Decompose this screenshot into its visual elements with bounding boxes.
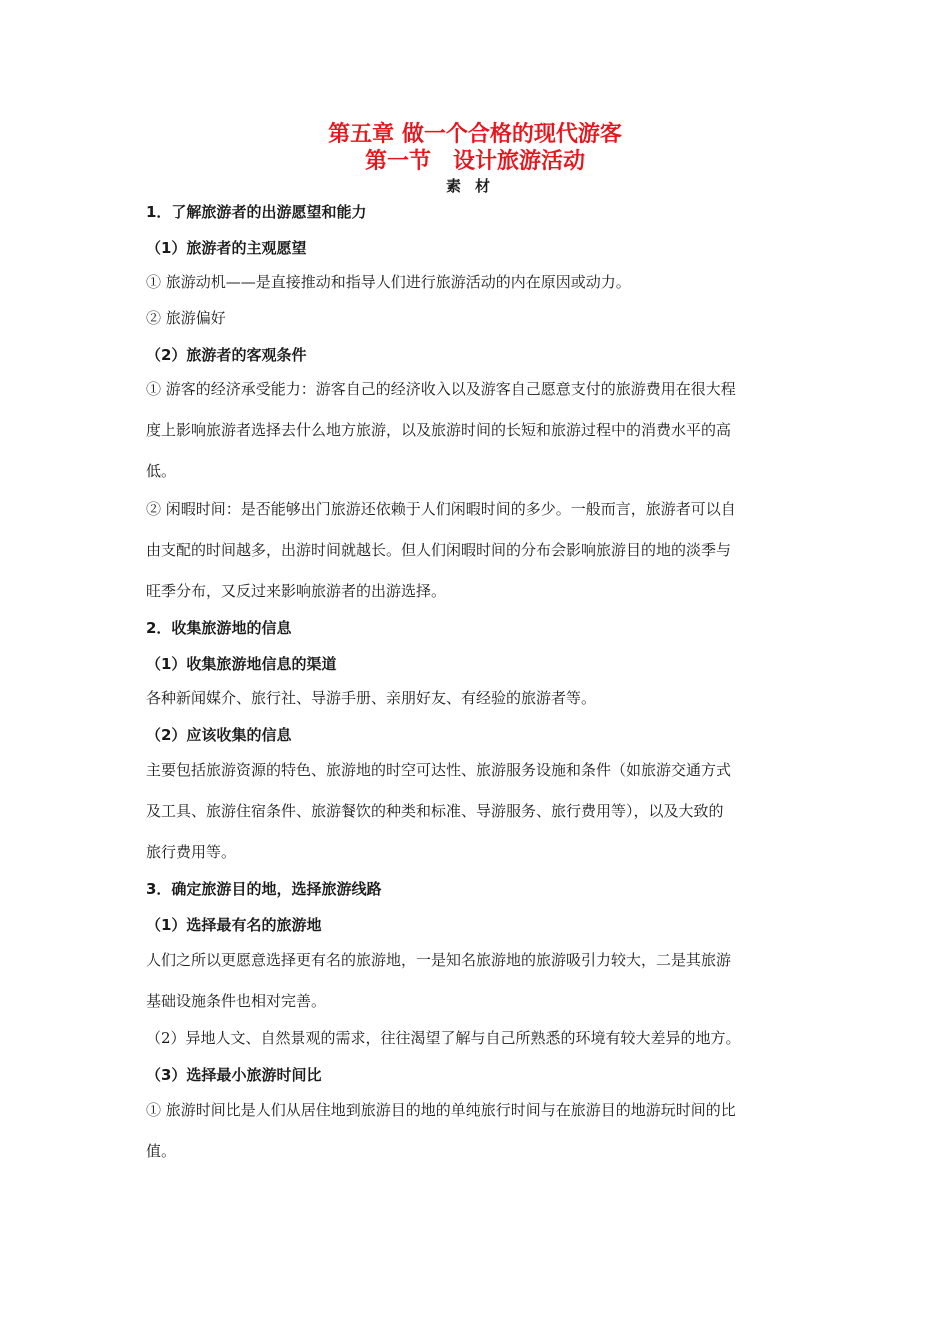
heading-3: 3．确定旅游目的地，选择旅游线路 (146, 880, 382, 898)
subheading-2-1: （1）收集旅游地信息的渠道 (146, 655, 337, 673)
subheading-2-2: （2）应该收集的信息 (146, 726, 292, 744)
paragraph-line: 主要包括旅游资源的特色、旅游地的时空可达性、旅游服务设施和条件（如旅游交通方式 (146, 761, 732, 779)
section-title: 第一节 设计旅游活动 (364, 149, 585, 174)
subheading-3-3: （3）选择最小旅游时间比 (146, 1066, 322, 1084)
paragraph-line: 低。 (146, 462, 177, 480)
paragraph-line: 及工具、旅游住宿条件、旅游餐饮的种类和标准、导游服务、旅行费用等），以及大致的 (146, 802, 724, 820)
chapter-title: 第五章 做一个合格的现代游客 (328, 122, 622, 147)
subheading-1-2: （2）旅游者的客观条件 (146, 346, 307, 364)
paragraph: （2）异地人文、自然景观的需求，往往渴望了解与自己所熟悉的环境有较大差异的地方。 (146, 1029, 741, 1047)
paragraph-line: 旅行费用等。 (146, 843, 237, 861)
paragraph-line: 旺季分布，又反过来影响旅游者的出游选择。 (146, 582, 447, 600)
subheading-3-1: （1）选择最有名的旅游地 (146, 916, 322, 934)
paragraph: ② 旅游偏好 (146, 309, 226, 327)
subheading-1-1: （1）旅游者的主观愿望 (146, 239, 307, 257)
paragraph-line: ① 旅游时间比是人们从居住地到旅游目的地的单纯旅行时间与在旅游目的地游玩时间的比 (146, 1101, 736, 1119)
paragraph-line: ① 游客的经济承受能力：游客自己的经济收入以及游客自己愿意支付的旅游费用在很大程 (146, 380, 736, 398)
paragraph-line: 度上影响旅游者选择去什么地方旅游，以及旅游时间的长短和旅游过程中的消费水平的高 (146, 421, 732, 439)
paragraph-line: 人们之所以更愿意选择更有名的旅游地，一是知名旅游地的旅游吸引力较大，二是其旅游 (146, 951, 732, 969)
paragraph-line: 由支配的时间越多，出游时间就越长。但人们闲暇时间的分布会影响旅游目的地的淡季与 (146, 541, 732, 559)
paragraph-line: 基础设施条件也相对完善。 (146, 992, 327, 1010)
paragraph-line: 值。 (146, 1142, 177, 1160)
material-label: 素材 (445, 177, 504, 195)
paragraph: 各种新闻媒介、旅行社、导游手册、亲朋好友、有经验的旅游者等。 (146, 689, 597, 707)
paragraph-line: ② 闲暇时间：是否能够出门旅游还依赖于人们闲暇时间的多少。一般而言，旅游者可以自 (146, 500, 736, 518)
heading-2: 2．收集旅游地的信息 (146, 619, 292, 637)
heading-1: 1．了解旅游者的出游愿望和能力 (146, 203, 367, 221)
paragraph: ① 旅游动机——是直接推动和指导人们进行旅游活动的内在原因或动力。 (146, 273, 631, 291)
